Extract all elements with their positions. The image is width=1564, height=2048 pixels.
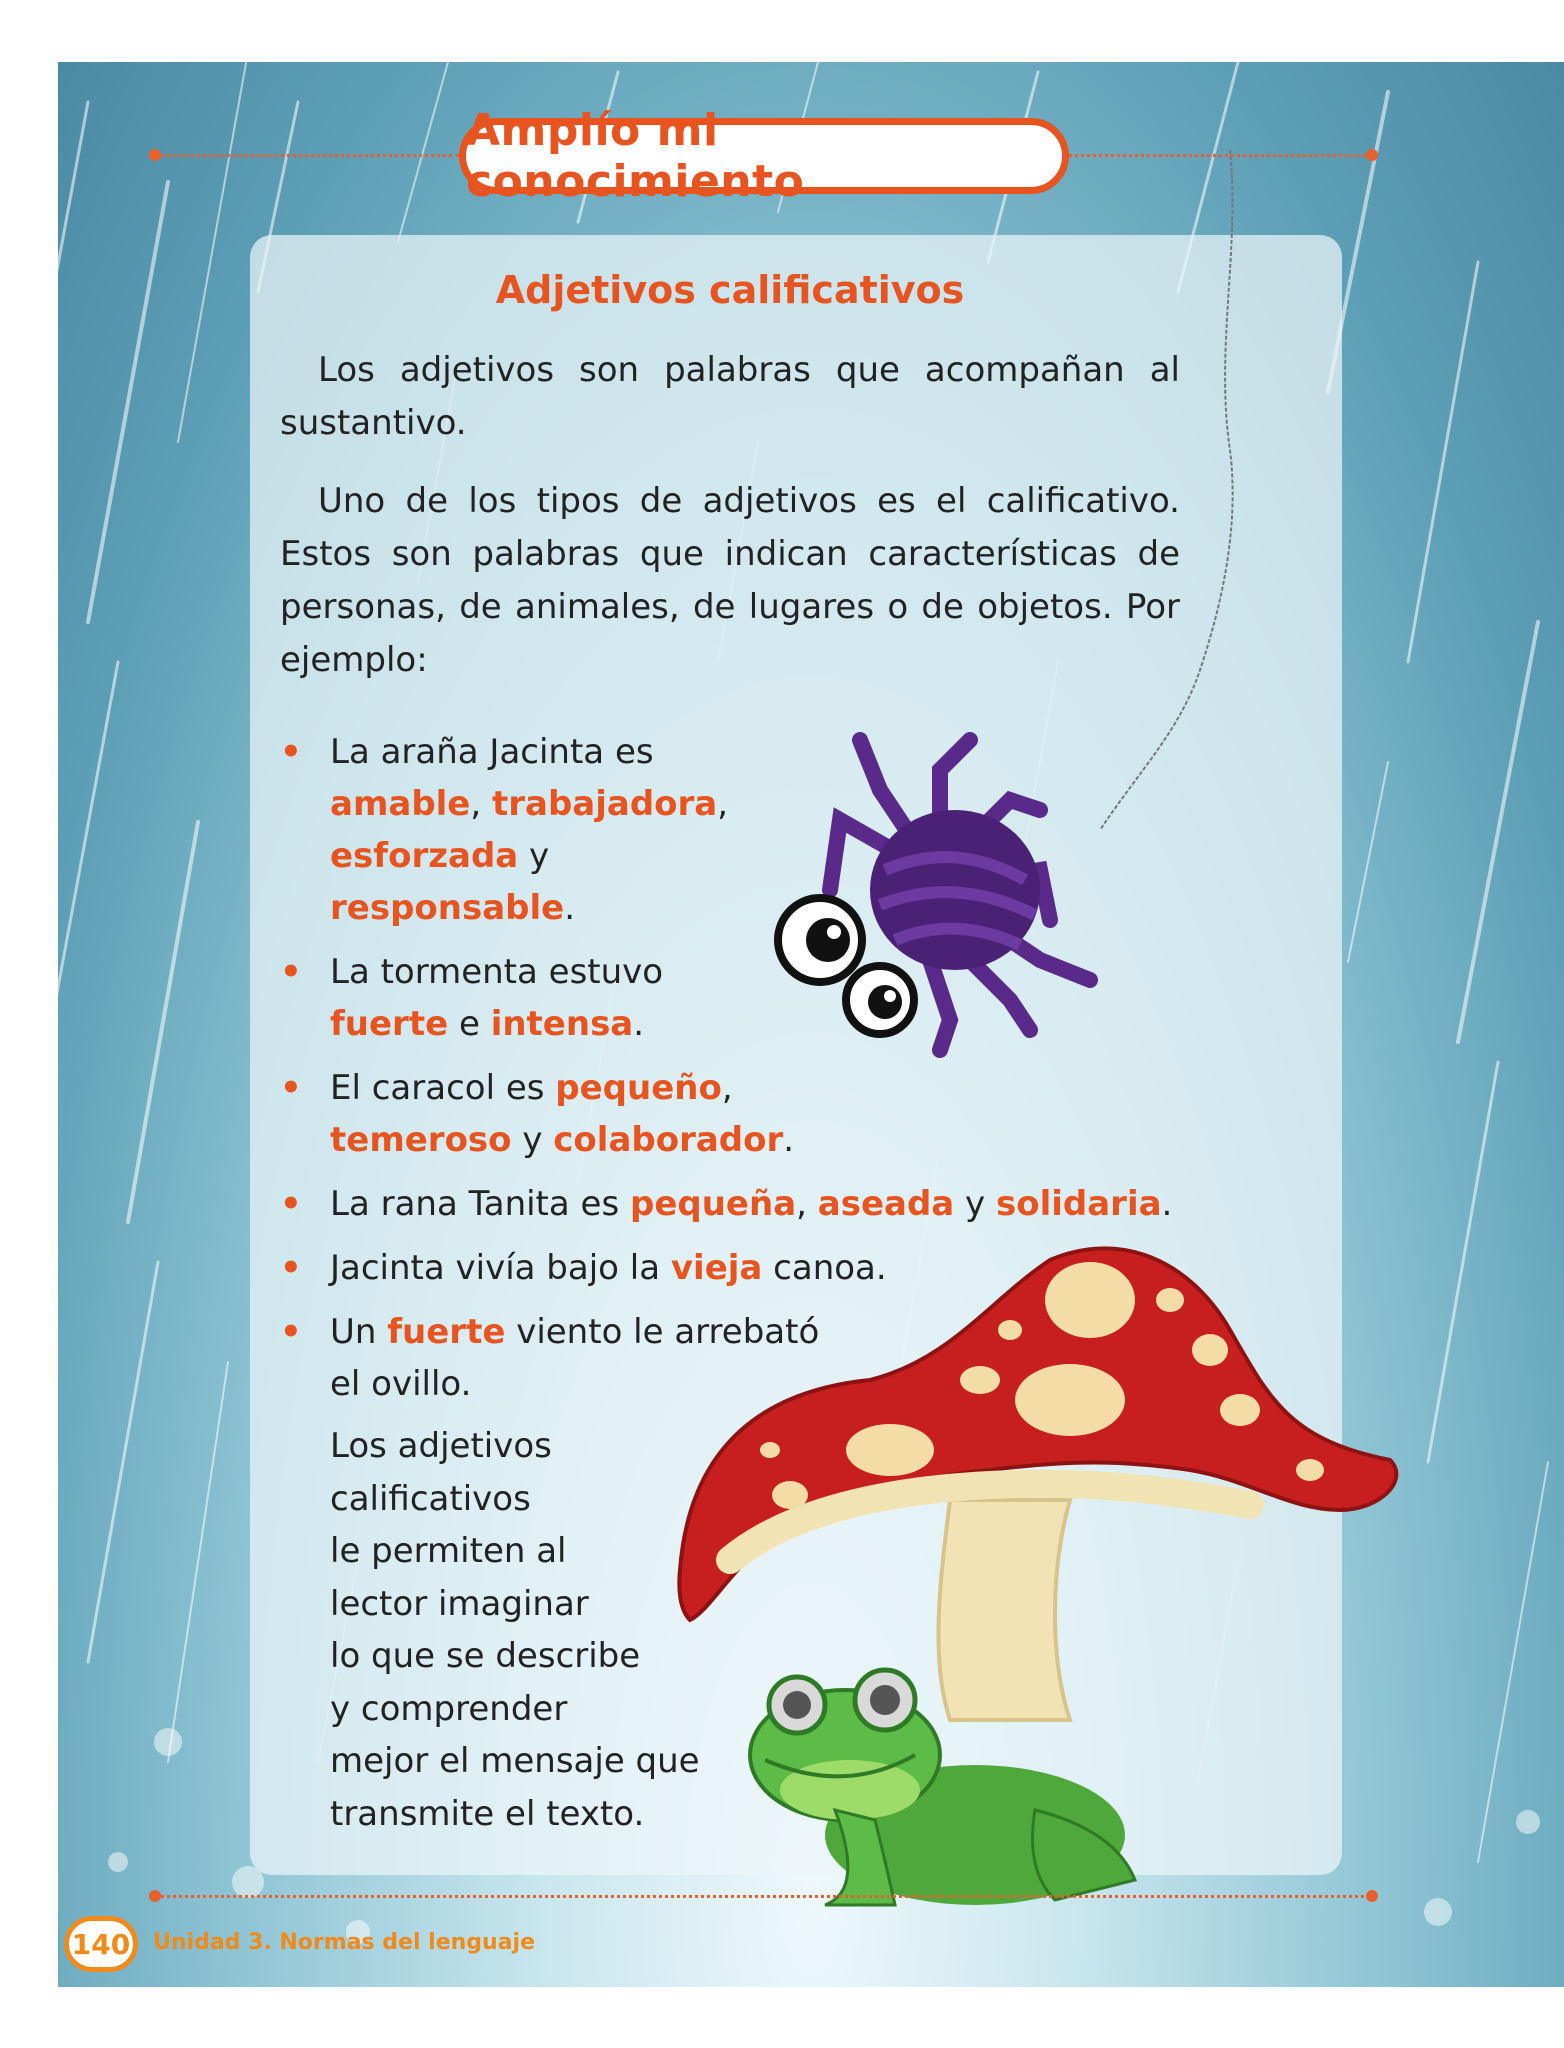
list-item: [280, 726, 770, 934]
bullet-text: Un: [330, 1312, 388, 1352]
separator: .: [783, 1120, 795, 1160]
closing-line: mejor el mensaje que: [330, 1741, 700, 1781]
closing-line: le permiten al: [330, 1531, 567, 1571]
frog-illustration: [735, 1650, 1155, 1920]
top-rule-left-dot: [149, 149, 161, 161]
adjective: trabajadora: [492, 784, 718, 824]
adjective: fuerte: [330, 1004, 449, 1044]
adjective: responsable: [330, 888, 565, 928]
bullet-text: La rana Tanita es: [330, 1184, 630, 1224]
separator: ,: [796, 1184, 818, 1224]
adjective: vieja: [670, 1248, 763, 1288]
separator: y: [518, 836, 550, 876]
bullet-text: Jacinta vivía bajo la: [330, 1248, 671, 1288]
separator: .: [633, 1004, 645, 1044]
adjective: pequeño: [555, 1068, 722, 1108]
adjective: colaborador: [553, 1120, 784, 1160]
section-badge: [459, 105, 1069, 207]
top-rule-right-dot: [1366, 149, 1378, 161]
closing-line: calificativos: [330, 1478, 531, 1519]
separator: y: [511, 1120, 554, 1160]
separator: ,: [470, 784, 492, 824]
page-number-text: 140: [71, 1927, 131, 1961]
separator: .: [564, 888, 576, 928]
bullet-dot: •: [280, 732, 302, 772]
top-rule-left: [154, 154, 459, 157]
bullet-dot: •: [280, 1312, 302, 1352]
bullet-text-end: el ovillo.: [330, 1364, 472, 1404]
adjective: fuerte: [387, 1312, 506, 1352]
unit-label: Unidad 3. Normas del lenguaje: [153, 1930, 536, 1955]
bullet-text: La araña Jacinta es: [330, 732, 654, 772]
separator: y: [954, 1184, 996, 1224]
bullet-dot: •: [280, 1068, 302, 1108]
bullet-text: La tormenta estuvo: [330, 952, 664, 992]
adjective: temeroso: [330, 1120, 512, 1160]
page-number: [64, 1916, 138, 1972]
list-item: [280, 1062, 850, 1166]
paragraph-2-text: Uno de los tipos de adjetivos es el calificativo. Estos son palabras que indican características de personas, de animales, de lugares o de objetos. Por ejemplo:: [280, 481, 1180, 680]
separator: e: [448, 1004, 491, 1044]
closing-line: transmite el texto.: [330, 1793, 645, 1834]
adjective: pequeña: [629, 1184, 797, 1224]
adjective: aseada: [817, 1184, 955, 1224]
bullet-text-end: canoa.: [762, 1248, 887, 1288]
section-title: Adjetivos calificativos: [495, 268, 965, 312]
bottom-rule-left-dot: [149, 1890, 161, 1902]
spider-illustration: [770, 730, 1110, 1070]
list-item: [280, 946, 770, 1050]
closing-line: lo que se describe: [330, 1636, 641, 1676]
closing-line: y comprender: [330, 1688, 568, 1729]
bullet-dot: •: [280, 1184, 302, 1224]
separator: ,: [721, 1068, 733, 1108]
closing-line: Los adjetivos: [330, 1426, 552, 1466]
separator: ,: [717, 784, 729, 824]
paragraph-1-text: Los adjetivos son palabras que acompañan al sustantivo.: [280, 350, 1180, 443]
adjective: amable: [330, 784, 471, 824]
adjective: intensa: [490, 1004, 634, 1044]
separator: .: [1161, 1184, 1173, 1224]
bullet-dot: •: [280, 1248, 302, 1288]
adjective: esforzada: [330, 836, 519, 876]
bottom-rule: [154, 1895, 1372, 1898]
bullet-text-mid: viento le arrebató: [505, 1312, 820, 1352]
badge-title: Amplío mi conocimiento: [466, 105, 805, 207]
bottom-rule-right-dot: [1366, 1890, 1378, 1902]
list-item: [280, 1178, 1200, 1230]
bullet-text: El caracol es: [330, 1068, 556, 1108]
closing-line: lector imaginar: [330, 1583, 589, 1624]
bullet-dot: •: [280, 952, 302, 992]
adjective: solidaria: [995, 1184, 1162, 1224]
